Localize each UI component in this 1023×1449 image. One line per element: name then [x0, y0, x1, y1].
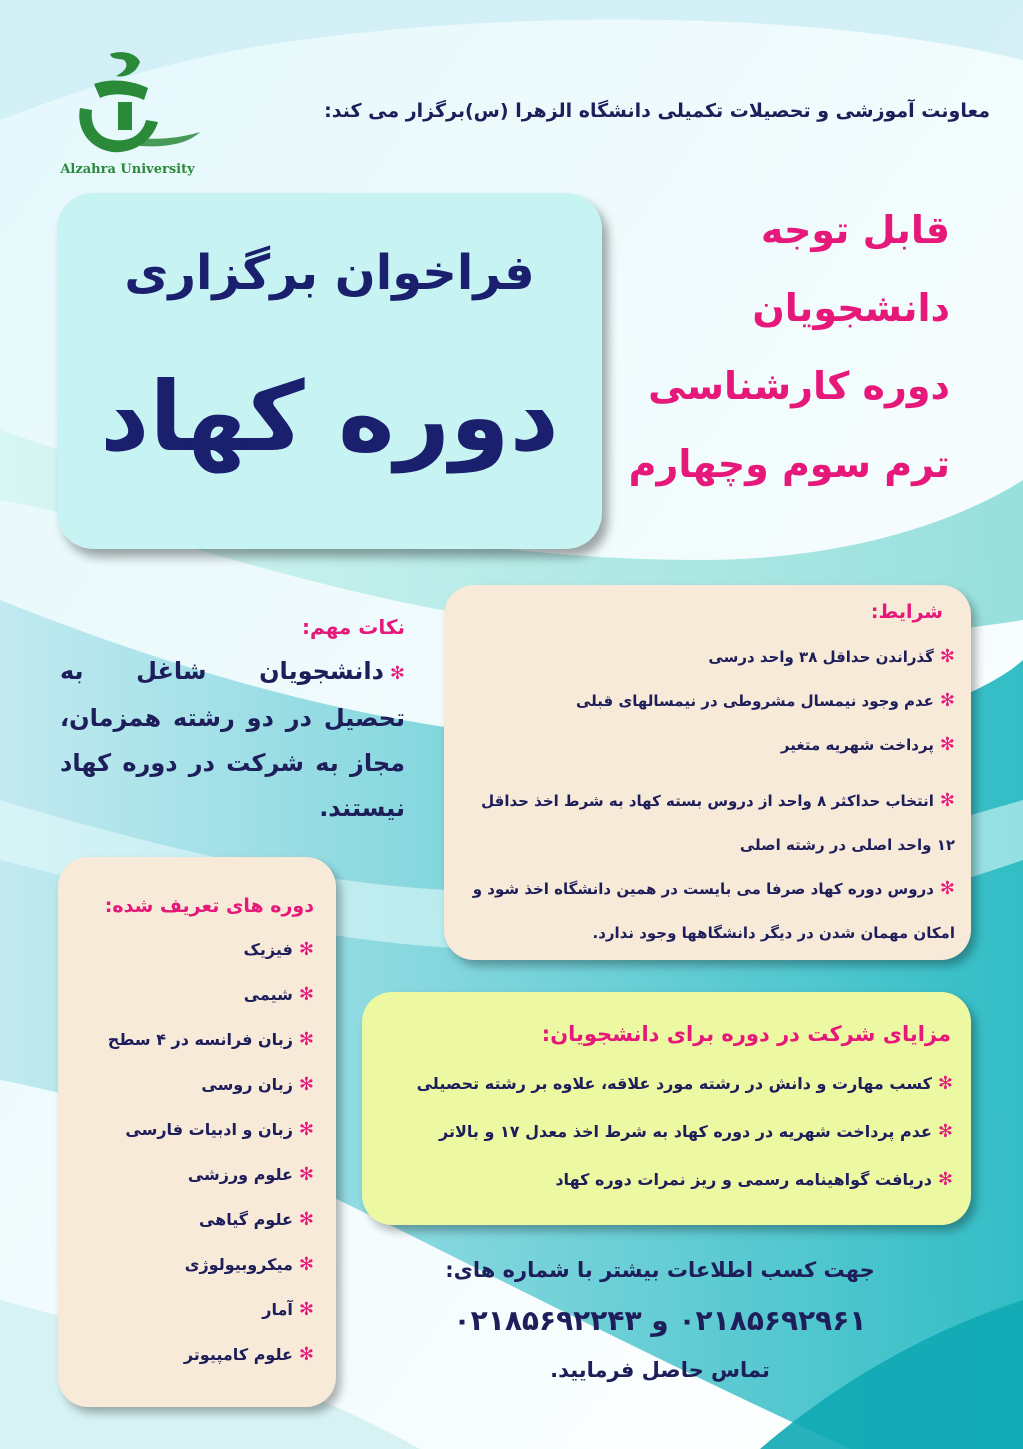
bullet-star-icon: ✻ [389, 663, 405, 684]
bullet-star-icon: ✻ [298, 1344, 314, 1365]
contact-line-3: تماس حاصل فرمایید. [550, 1358, 770, 1382]
condition-item: ✻عدم وجود نیمسال مشروطی در نیمسالهای قبلی [576, 690, 955, 711]
organizer-header: معاونت آموزشی و تحصیلات تکمیلی دانشگاه الزهرا (س)برگزار می کند: [324, 100, 990, 122]
bullet-star-icon: ✻ [298, 1119, 314, 1140]
advantage-item: ✻کسب مهارت و دانش در رشته مورد علاقه، علاوه بر رشته تحصیلی [416, 1073, 953, 1094]
university-logo [40, 48, 215, 183]
important-notes [60, 615, 405, 831]
courses-heading: دوره های تعریف شده: [104, 895, 314, 917]
course-item: ✻شیمی [243, 984, 314, 1005]
course-item: ✻علوم ورزشی [187, 1164, 314, 1185]
attention-line-4: ترم سوم وچهارم [628, 442, 950, 486]
advantages-heading: مزایای شرکت در دوره برای دانشجویان: [541, 1022, 951, 1046]
bullet-star-icon: ✻ [298, 1254, 314, 1275]
bullet-star-icon: ✻ [937, 1121, 953, 1142]
course-item: ✻زبان روسی [201, 1074, 314, 1095]
bullet-star-icon: ✻ [937, 1073, 953, 1094]
contact-info [400, 1258, 920, 1382]
bullet-star-icon: ✻ [939, 790, 955, 811]
bullet-star-icon: ✻ [298, 1164, 314, 1185]
condition-item: ✻پرداخت شهریه متغیر [780, 734, 955, 755]
title-line-1: فراخوان برگزاری [124, 245, 535, 301]
courses-list [76, 939, 314, 1389]
attention-line-2: دانشجویان [752, 286, 950, 330]
conditions-heading: شرایط: [870, 601, 943, 623]
condition-item: ✻انتخاب حداکثر ۸ واحد از دروس بسته کهاد به شرط اخذ حداقل ۱۲ واحد اصلی در رشته اصلی [481, 790, 955, 854]
courses-box [58, 857, 336, 1407]
bullet-star-icon: ✻ [298, 939, 314, 960]
notes-body: دانشجویان شاغل به تحصیل در دو رشته همزمان، مجاز به شرکت در دوره کهاد نیستند. [60, 657, 405, 822]
course-item: ✻آمار [262, 1299, 314, 1320]
advantage-item: ✻عدم پرداخت شهریه در دوره کهاد به شرط اخذ معدل ۱۷ و بالاتر [439, 1121, 953, 1142]
bullet-star-icon: ✻ [939, 878, 955, 899]
advantages-list [380, 1074, 953, 1218]
advantages-box [362, 992, 971, 1225]
contact-line-1: جهت کسب اطلاعات بیشتر با شماره های: [445, 1258, 875, 1282]
bullet-star-icon: ✻ [298, 1029, 314, 1050]
notes-text [60, 649, 405, 831]
course-item: ✻علوم کامپیوتر [183, 1344, 314, 1365]
bullet-star-icon: ✻ [937, 1169, 953, 1190]
course-item: ✻زبان و ادبیات فارسی [125, 1119, 314, 1140]
attention-line-3: دوره کارشناسی [648, 364, 950, 408]
bullet-star-icon: ✻ [939, 646, 955, 667]
bullet-star-icon: ✻ [298, 984, 314, 1005]
bullet-star-icon: ✻ [939, 734, 955, 755]
course-item: ✻فیزیک [243, 939, 314, 960]
advantage-item: ✻دریافت گواهینامه رسمی و ریز نمرات دوره کهاد [555, 1169, 953, 1190]
bullet-star-icon: ✻ [298, 1299, 314, 1320]
course-item: ✻زبان فرانسه در ۴ سطح [107, 1029, 314, 1050]
course-item: ✻میکروبیولوژی [184, 1254, 314, 1275]
condition-item: ✻گذراندن حداقل ۳۸ واحد درسی [708, 646, 955, 667]
notes-heading: نکات مهم: [302, 615, 405, 639]
conditions-box [444, 585, 971, 960]
course-item: ✻علوم گیاهی [198, 1209, 314, 1230]
contact-phones: ۰۲۱۸۵۶۹۲۹۶۱ و ۰۲۱۸۵۶۹۲۲۴۳ [453, 1304, 867, 1337]
bullet-star-icon: ✻ [939, 690, 955, 711]
title-box [57, 193, 602, 549]
logo-emblem-icon [40, 48, 215, 163]
bullet-star-icon: ✻ [298, 1074, 314, 1095]
attention-line-1: قابل توجه [760, 208, 950, 252]
conditions-list [466, 647, 955, 955]
bullet-star-icon: ✻ [298, 1209, 314, 1230]
condition-item: ✻دروس دوره کهاد صرفا می بایست در همین دانشگاه اخذ شود و امکان مهمان شدن در دیگر دانشگاهها وجود ندارد. [472, 878, 955, 942]
title-line-2: دوره کهاد [100, 361, 559, 473]
logo-caption: Alzahra University [60, 162, 195, 177]
